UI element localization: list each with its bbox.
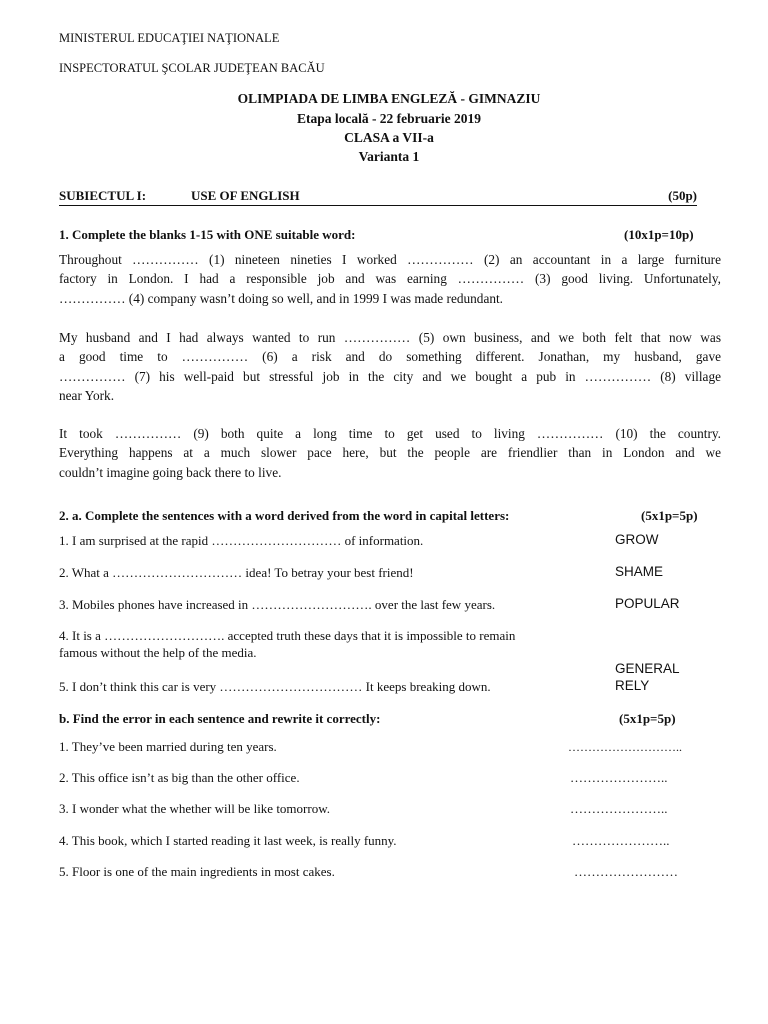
ex2b-item-2: 2. This office isn’t as big than the other office. bbox=[59, 770, 300, 785]
subject-name: USE OF ENGLISH bbox=[191, 188, 300, 203]
ex2b-answer-blank-3[interactable]: ………………….. bbox=[570, 801, 668, 816]
ex1-paragraph-3 bbox=[59, 424, 721, 482]
ex2b-item-1: 1. They’ve been married during ten years. bbox=[59, 739, 277, 754]
ex2a-word-2: SHAME bbox=[615, 564, 664, 579]
ex1-instruction: 1. Complete the blanks 1-15 with ONE suitable word: bbox=[59, 227, 356, 242]
text-line: Throughout …………… (1) nineteen nineties I worked …………… (2) an accountant in a large furniture bbox=[59, 252, 721, 267]
ex1-paragraph-2 bbox=[59, 328, 721, 405]
grade-title: CLASA a VII-a bbox=[344, 130, 434, 145]
ex2b-answer-blank-4[interactable]: ………………….. bbox=[572, 833, 670, 848]
ex2a-item-3: 3. Mobiles phones have increased in ………………………. over the last few years. bbox=[59, 597, 496, 612]
ex2a-item-4-cont: famous without the help of the media. bbox=[59, 645, 257, 660]
ex2b-item-3: 3. I wonder what the whether will be like tomorrow. bbox=[59, 801, 331, 816]
subject-label: SUBIECTUL I: bbox=[59, 188, 147, 203]
text-line: It took …………… (9) both quite a long time to get used to living …………… (10) the country. bbox=[59, 426, 721, 441]
text-line: Everything happens at a much slower pace here, but the people are friendlier than in London and we bbox=[59, 445, 721, 461]
text-line: …………… (7) his well-paid but stressful job in the city and we bought a pub in …………… (8) village bbox=[59, 368, 721, 384]
ex2a-item-1: 1. I am surprised at the rapid ………………………… of information. bbox=[59, 533, 424, 548]
ex2a-word-5: RELY bbox=[615, 678, 650, 693]
ex2a-item-2: 2. What a ………………………… idea! To betray your best friend! bbox=[59, 565, 414, 580]
text-line: …………… (4) company wasn’t doing so well, and in 1999 I was made redundant. bbox=[59, 290, 504, 306]
ministry-header: MINISTERUL EDUCAŢIEI NAŢIONALE bbox=[59, 31, 280, 45]
ex2b-item-5: 5. Floor is one of the main ingredients in most cakes. bbox=[59, 864, 335, 879]
ex2a-instruction: 2. a. Complete the sentences with a word derived from the word in capital letters: bbox=[59, 508, 510, 523]
ex2a-points: (5x1p=5p) bbox=[641, 508, 698, 523]
ex2b-instruction: b. Find the error in each sentence and rewrite it correctly: bbox=[59, 711, 381, 726]
text-line: a good time to …………… (6) a risk and do something different. Jonathan, my husband, gave bbox=[59, 349, 721, 365]
subject-points: (50p) bbox=[668, 188, 697, 203]
ex2a-item-5: 5. I don’t think this car is very …………………………… It keeps breaking down. bbox=[59, 679, 491, 694]
ex2a-word-4: GENERAL bbox=[615, 661, 680, 676]
ex1-points: (10x1p=10p) bbox=[624, 227, 694, 242]
ex2b-answer-blank-1[interactable]: ……………………….. bbox=[568, 740, 682, 754]
ex2b-answer-blank-2[interactable]: ………………….. bbox=[570, 770, 668, 785]
ex2a-item-4: 4. It is a ………………………. accepted truth these days that it is impossible to remain bbox=[59, 628, 516, 643]
ex1-paragraph-1 bbox=[59, 250, 721, 308]
text-line: couldn’t imagine going back there to live. bbox=[59, 464, 282, 480]
ex2b-points: (5x1p=5p) bbox=[619, 711, 676, 726]
subject-line bbox=[59, 188, 697, 206]
variant-title: Varianta 1 bbox=[358, 149, 420, 164]
ex2a-word-1: GROW bbox=[615, 532, 659, 547]
ex2b-answer-blank-5[interactable]: …………………… bbox=[574, 864, 678, 879]
text-line: near York. bbox=[59, 387, 115, 403]
inspectorate-header: INSPECTORATUL ŞCOLAR JUDEŢEAN BACĂU bbox=[59, 61, 325, 75]
stage-title: Etapa locală - 22 februarie 2019 bbox=[296, 111, 482, 126]
text-line: My husband and I had always wanted to run …………… (5) own business, and we both felt that now was bbox=[59, 330, 721, 345]
olympiad-title: OLIMPIADA DE LIMBA ENGLEZĂ - GIMNAZIU bbox=[237, 91, 541, 106]
text-line: factory in London. I had a responsible job and was earning …………… (3) good living. Unfortunately, bbox=[59, 271, 721, 287]
ex2a-word-3: POPULAR bbox=[615, 596, 680, 611]
ex2b-item-4: 4. This book, which I started reading it last week, is really funny. bbox=[59, 833, 397, 848]
